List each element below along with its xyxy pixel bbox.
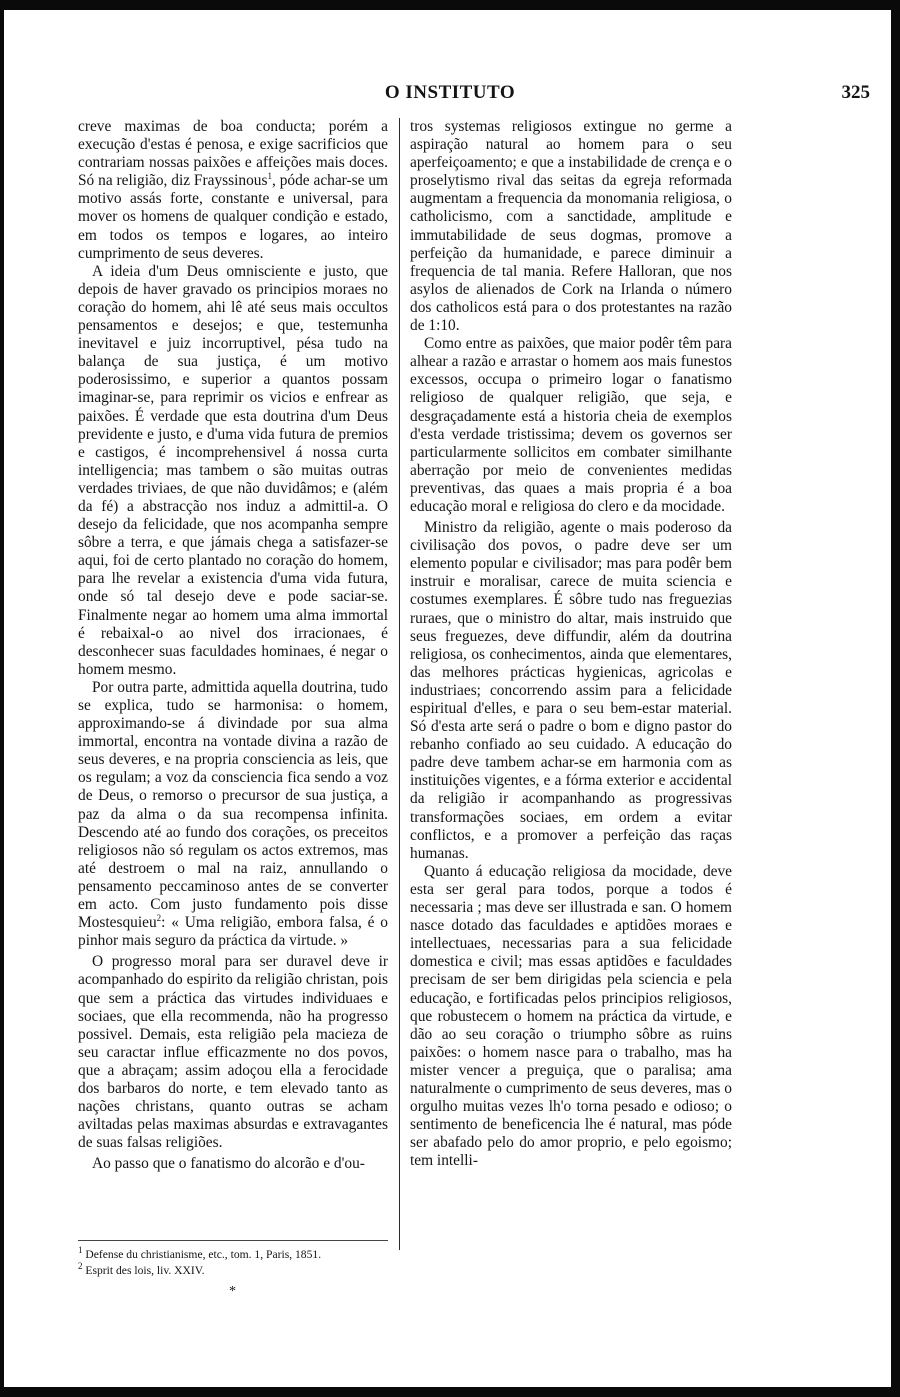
right-column (410, 118, 732, 1170)
left-column (78, 118, 388, 1173)
column-rule (399, 118, 400, 1250)
page-number: 325 (841, 82, 870, 103)
footnote-ref: 1 (267, 171, 272, 182)
paragraph: A ideia d'um Deus omnisciente e justo, que depois de haver gravado os principios moraes no coração do homem, ahi lê até seus mais occultos pensamentos e desejos; e que, testemunha inevitavel e juiz incorruptivel, pésa tudo na balança de sua justiça, é um motivo poderosissimo, e superior a quantos possam imaginar-se, para reprimir os vicios e enfrear as paixões. É verdade que esta doutrina d'um Deus previdente e justo, e d'uma vida futura de premios e castigos, é incomprehensivel á nossa curta intelligencia; mas tambem o são muitas outras verdades triviaes, de que não duvidâmos; e (além da fé) a abstracção nos induz a admittil-a. O desejo da felicidade, que nos acompanha sempre sôbre a terra, e que jámais chega a satisfazer-se aqui, foi de certo plantado no coração do homem, para lhe revelar a existencia d'uma vida futura, onde só tal desejo deve e pode saciar-se. Finalmente negar ao homem uma alma immortal é rebaixal-o ao nivel dos irracionaes, é desconhecer suas faculdades hominaes, é negar o homem mesmo. (78, 262, 388, 678)
paragraph: Quanto á educação religiosa da mocidade, deve esta ser geral para todos, porque a todos é necessaria ; mas deve ser illustrada e san. O homem nasce dotado das faculdades e aptidões moraes e intellectuaes, necessarias para a sua felicidade domestica e civil; mas essas aptidões e faculdades precisam de ser bem dirigidas pela sciencia e pela educação, e fortificadas pelos principios religiosos, que robustecem o homem na práctica da virtude, e dão ao seu coração o triumpho sôbre as ruins paixões: o homem nasce para o trabalho, mas ha mister vencer a preguiça, que o paralisa; ama naturalmente o cumprimento de seus deveres, mas o orgulho muitas vezes lh'o torna pesado e odioso; o sentimento de beneficencia lhe é natural, mas póde ser abafado pelo do amor proprio, e pelo egoismo; tem intelli- (410, 862, 732, 1170)
footnote: $^1$ Defense du christianisme, etc., tom. 1, Paris, 1851. (78, 1245, 322, 1261)
footnote-ref: 2 (156, 913, 162, 923)
running-title: O INSTITUTO (384, 82, 516, 103)
paragraph: O progresso moral para ser duravel deve ir acompanhado do espirito da religião christan, pois que sem a práctica das virtudes individuaes e sociaes, que ella recommenda, não ha progresso possivel. Demais, esta religião pela macieza de seu caractar influe efficazmente no dos povos, que a abraçam; assim adoçou ella a ferocidade dos barbaros do norte, e tem elevado tanto as nações christans, quanto outras se acham aviltadas pelas maximas absurdas e extravagantes de suas falsas religiões. (78, 953, 388, 1152)
page-header (0, 80, 900, 110)
paragraph: creve maximas de boa conducta; porém a execução d'estas é penosa, e exige sacrificios que contrariam nossas paixões e affeições mais doces. Só na religião, diz Frayssinous$^1$, póde achar-se um motivo assás forte, constante e universal, para mover os homens de qualquer condição e estado, em todos os tempos e logares, ao inteiro cumprimento de seus deveres. (78, 118, 388, 262)
paragraph: Por outra parte, admittida aquella doutrina, tudo se explica, tudo se harmonisa: o homem, approximando-se á divindade por sua alma immortal, encontra na vontade divina a razão de seus deveres, e na propria consciencia as leis, que os regulam; a voz da consciencia fica sendo a voz de Deus, o remorso o precursor de sua justiça, a paz da alma o da sua recompensa infinita. Descendo até ao fundo dos corações, os preceitos religiosos não só regulam os actos extremos, mas até destroem o mal na raiz, annullando o pensamento peccaminoso antes de se converter em acto. Com justo fundamento pois disse Mostesquieu$^2$: « Uma religião, embora falsa, é o pinhor mais seguro da práctica da virtude. » (78, 678, 388, 950)
signature-mark: * (229, 1284, 236, 1299)
footnote: $^2$ Esprit des lois, liv. XXIV. (78, 1261, 205, 1277)
footnotes (78, 1240, 388, 1279)
paragraph: Como entre as paixões, que maior podêr têm para alhear a razão e arrastar o homem aos mais funestos excessos, occupa o primeiro logar o fanatismo religioso de qualquer religião, que seja, e desgraçadamente está a historia cheia de exemplos d'esta verdade tristissima; devem os governos ser particularmente sollicitos em combater similhante aberração por meio de convenientes medidas preventivas, das quaes a mais propria é a boa educação moral e religiosa do clero e da mocidade. (410, 335, 732, 515)
paragraph: tros systemas religiosos extingue no germe a aspiração natural ao homem para o seu aperfeiçoamento; e que a instabilidade de crença e o proselytismo rival das seitas da egreja reformada augmentam a frequencia da monomania religiosa, o catholicismo, com a sanctidade, amplitude e immutabilidade de seus dogmas, promove a perfeição da humanidade, e parece diminuir a frequencia de tal mania. Refere Halloran, que nos asylos de alienados de Cork na Irlanda o número dos catholicos está para o dos protestantes na razão de 1:10. (410, 118, 732, 335)
paragraph: Ao passo que o fanatismo do alcorão e d'ou- (92, 1155, 365, 1173)
paragraph: Ministro da religião, agente o mais poderoso da civilisação dos povos, o padre deve ser um elemento popular e civilisador; mas para podêr bem instruir e moralisar, carece de muita sciencia e costumes exemplares. É sôbre tudo nas freguezias ruraes, que o ministro do altar, mais instruido que seus freguezes, deve diffundir, além da doutrina religiosa, os conhecimentos, ainda que elementares, das melhores prácticas hygienicas, agricolas e industriaes; concorrendo assim para a felicidade espiritual d'elles, e para o seu bem-estar material. Só d'esta arte será o padre o bom e digno pastor do rebanho confiado ao seu cuidado. A educação do padre deve tambem achar-se em harmonia com as instituições vigentes, e a fórma exterior e accidental da religião ir acompanhando as progressivas transformações sociaes, em ordem a evitar conflictos, e a promover a perfeição das raças humanas. (410, 519, 732, 862)
